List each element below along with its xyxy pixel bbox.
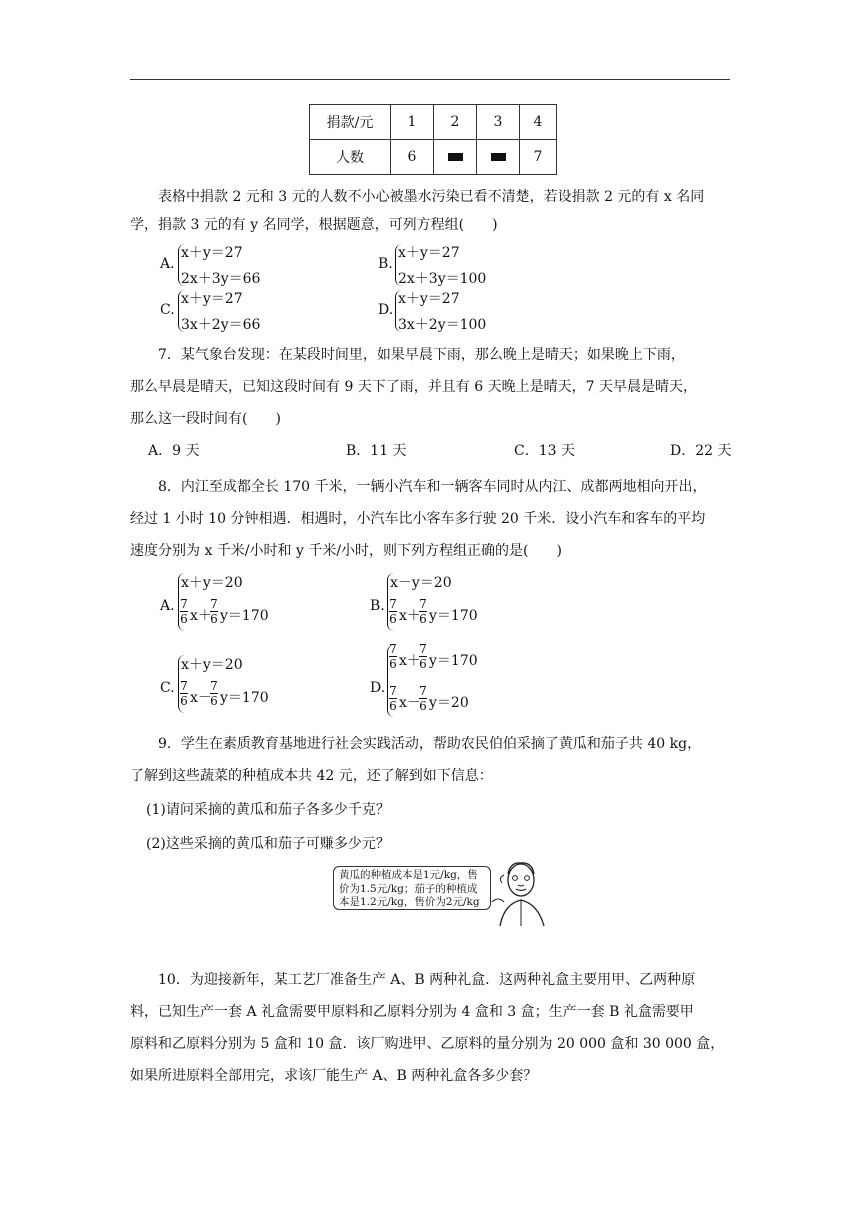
equation: x＋y＝27 <box>398 291 460 307</box>
fraction: 7 6 <box>210 597 218 626</box>
speech-bubble <box>333 866 491 910</box>
table-row <box>310 140 557 175</box>
table-row <box>310 105 557 140</box>
option-letter: B. <box>370 598 385 614</box>
table-cell: 6 <box>391 140 434 175</box>
q7-line3: 那么这一段时间有( ) <box>130 411 281 427</box>
table-cell: 4 <box>520 105 557 140</box>
equation-part: x＋ <box>399 653 421 669</box>
equation: x＋y＝27 <box>181 291 243 307</box>
fraction: 7 6 <box>210 679 218 708</box>
bubble-line: 本是1.2元/kg，售价为2元/kg <box>339 896 480 908</box>
table-cell: 7 <box>520 140 557 175</box>
q6-line2: 学，捐款 3 元的有 y 名同学，根据题意，可列方程组( ) <box>130 217 498 233</box>
fraction: 7 6 <box>180 597 188 626</box>
equation: 2x＋3y＝66 <box>181 271 261 287</box>
q10-line4: 如果所进原料全部用完，求该厂能生产 A、B 两种礼盒各多少套？ <box>130 1068 538 1084</box>
ink-blot <box>448 153 463 161</box>
q10-line2: 料，已知生产一套 A 礼盒需要甲原料和乙原料分别为 4 盒和 3 盒；生产一套 B 礼盒需要甲 <box>130 1004 694 1020</box>
q8-line2: 经过 1 小时 10 分钟相遇．相遇时，小汽车比小客车多行驶 20 千米．设小汽车和客车的平均 <box>130 511 706 527</box>
q10-line1: 10．为迎接新年，某工艺厂准备生产 A、B 两种礼盒．这两种礼盒主要用甲、乙两种原 <box>158 972 696 988</box>
equation: x＋y＝27 <box>398 245 460 261</box>
ink-blot <box>491 153 506 161</box>
equation-part: x＋ <box>190 608 212 624</box>
q9-line2: 了解到这些蔬菜的种植成本共 42 元，还了解到如下信息： <box>130 768 493 784</box>
ink-blot-cell <box>477 140 520 175</box>
equation: 3x＋2y＝66 <box>181 317 261 333</box>
donation-table <box>309 104 557 175</box>
q10-line3: 原料和乙原料分别为 5 盒和 10 盒．该厂购进甲、乙原料的量分别为 20 000 盒和 30 000 盒， <box>130 1036 725 1052</box>
option-letter: C. <box>160 680 175 696</box>
fraction: 7 6 <box>419 642 427 671</box>
q7-option-c: C．13 天 <box>514 443 575 459</box>
equation: 2x＋3y＝100 <box>398 271 487 287</box>
table-cell: 3 <box>477 105 520 140</box>
fraction: 7 6 <box>419 684 427 713</box>
q7-line2: 那么早晨是晴天，已知这段时间有 9 天下了雨，并且有 6 天晚上是晴天，7 天早晨是晴天， <box>130 379 697 395</box>
equation-part: y＝170 <box>220 608 269 624</box>
fraction: 7 6 <box>389 642 397 671</box>
q9-line1: 9．学生在素质教育基地进行社会实践活动，帮助农民伯伯采摘了黄瓜和茄子共 40 kg， <box>158 736 702 752</box>
equation-part: x＋ <box>399 608 421 624</box>
q6-line1: 表格中捐款 2 元和 3 元的人数不小心被墨水污染已看不清楚，若设捐款 2 元的有 x 名同 <box>158 189 705 205</box>
q7-line1: 7．某气象台发现：在某段时间里，如果早晨下雨，那么晚上是晴天；如果晚上下雨， <box>158 347 685 363</box>
q8-line1: 8．内江至成都全长 170 千米，一辆小汽车和一辆客车同时从内江、成都两地相向开出， <box>158 479 707 495</box>
q7-option-d: D．22 天 <box>670 443 732 459</box>
bubble-line: 黄瓜的种植成本是1元/kg，售 <box>339 869 478 881</box>
table-cell: 1 <box>391 105 434 140</box>
equation: x＋y＝20 <box>181 575 243 591</box>
table-cell: 捐款/元 <box>310 105 391 140</box>
q7-option-b: B．11 天 <box>346 443 407 459</box>
equation-part: x－ <box>399 695 421 711</box>
equation-part: y＝170 <box>429 608 478 624</box>
fraction: 7 6 <box>389 597 397 626</box>
equation: x＋y＝20 <box>181 657 243 673</box>
q8-line3: 速度分别为 x 千米/小时和 y 千米/小时，则下列方程组正确的是( ) <box>130 543 562 559</box>
equation-part: y＝170 <box>429 653 478 669</box>
fraction: 7 6 <box>419 597 427 626</box>
equation: x＋y＝27 <box>181 245 243 261</box>
bubble-line: 价为1.5元/kg；茄子的种植成 <box>339 882 478 895</box>
equation: 3x＋2y＝100 <box>398 317 487 333</box>
fraction: 7 6 <box>180 679 188 708</box>
equation: x－y＝20 <box>390 575 452 591</box>
option-letter: C. <box>160 302 175 318</box>
q7-option-a: A．9 天 <box>148 443 200 459</box>
equation-part: y＝170 <box>220 690 269 706</box>
equation-part: y＝20 <box>429 695 469 711</box>
q9-sub2: (2)这些采摘的黄瓜和茄子可赚多少元？ <box>146 836 390 852</box>
option-letter: A. <box>160 598 175 614</box>
q9-sub1: (1)请问采摘的黄瓜和茄子各多少千克？ <box>146 802 390 818</box>
table-cell: 2 <box>434 105 477 140</box>
option-letter: A. <box>160 256 175 272</box>
option-letter: D. <box>370 680 386 696</box>
table-cell: 人数 <box>310 140 391 175</box>
option-letter: D. <box>378 302 394 318</box>
ink-blot-cell <box>434 140 477 175</box>
option-letter: B. <box>378 256 393 272</box>
equation-part: x－ <box>190 690 212 706</box>
farmer-illustration-icon <box>490 858 552 928</box>
header-rule <box>130 79 730 80</box>
fraction: 7 6 <box>389 684 397 713</box>
